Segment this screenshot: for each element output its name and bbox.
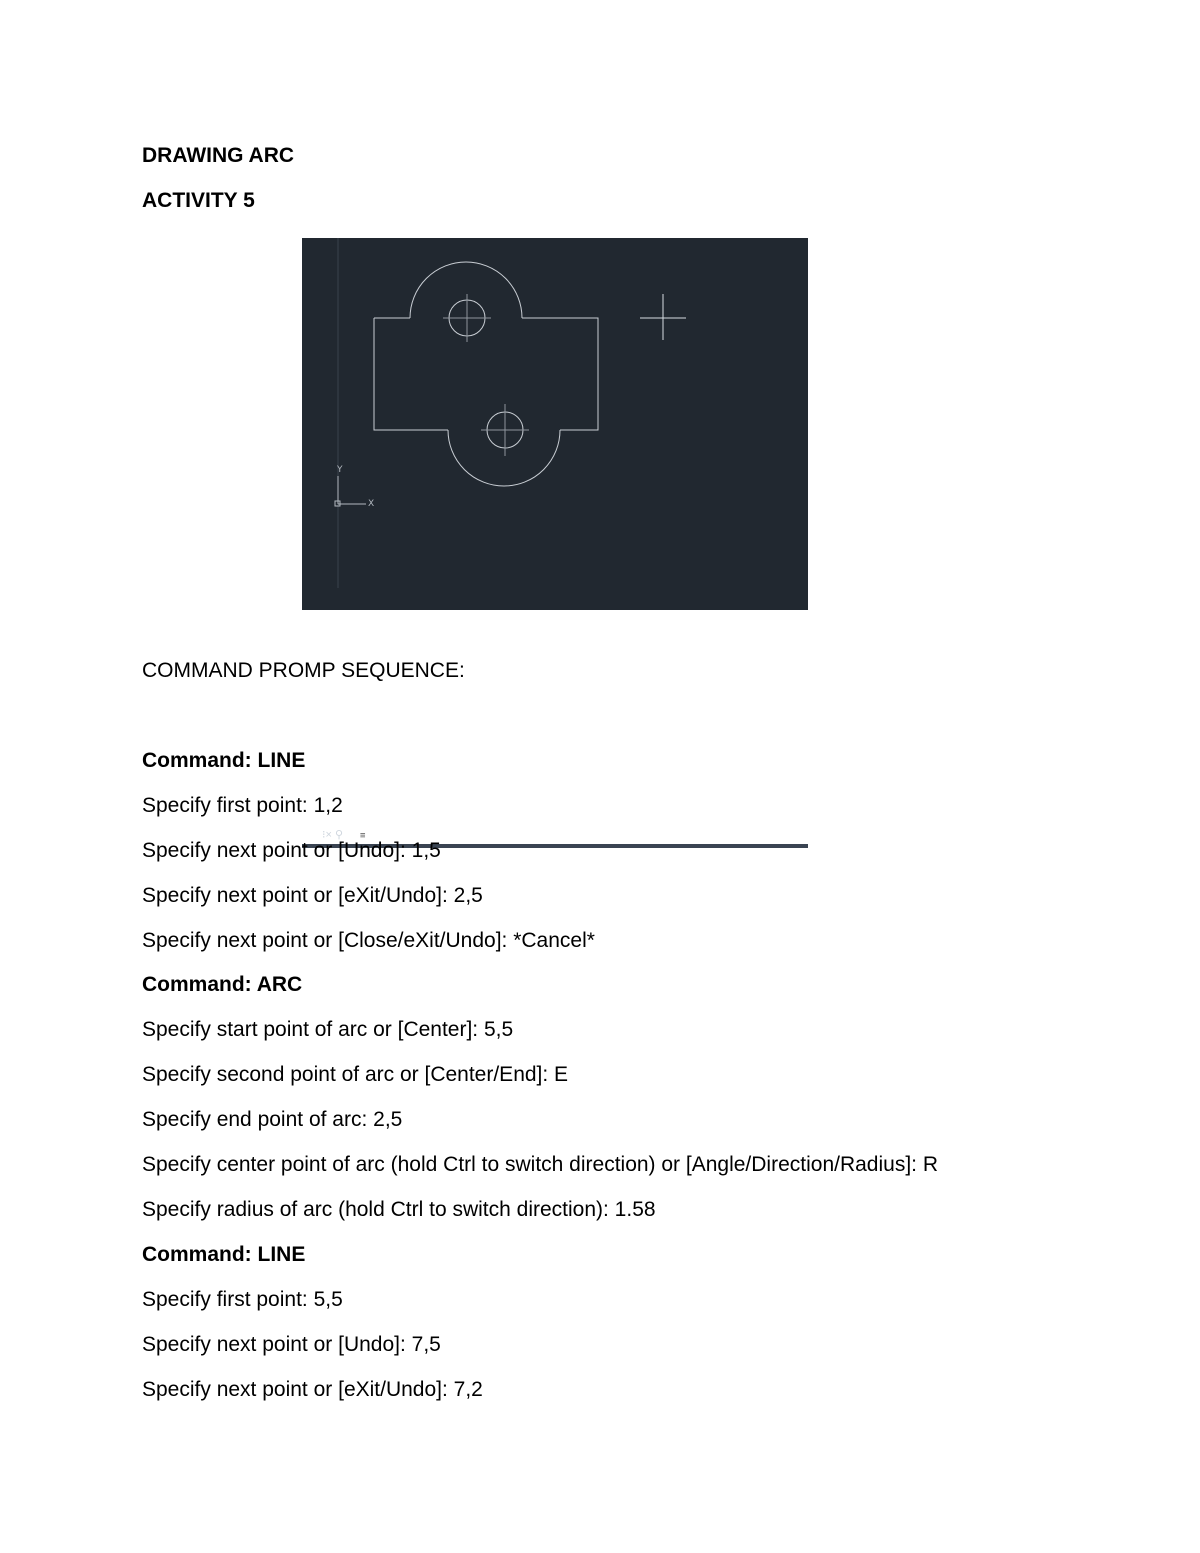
center-marks — [443, 294, 529, 456]
right-profile-lines — [522, 318, 598, 430]
ucs-y-label: Y — [337, 465, 343, 475]
command-line-15: Specify next point or [eXit/Undo]: 7,2 — [142, 1378, 483, 1401]
command-line-14: Specify next point or [Undo]: 7,5 — [142, 1333, 441, 1356]
drawn-profile — [374, 262, 598, 486]
command-line-1: Command: LINE — [142, 749, 306, 772]
grip-icon[interactable]: ⁝ — [322, 829, 326, 841]
wrench-icon[interactable]: ⚲ — [335, 829, 344, 841]
command-line-11: Specify radius of arc (hold Ctrl to switch direction): 1.58 — [142, 1198, 656, 1221]
command-line-4: Specify next point or [eXit/Undo]: 2,5 — [142, 884, 483, 907]
command-line-10: Specify center point of arc (hold Ctrl to switch direction) or [Angle/Direction/Radius]: R — [142, 1153, 939, 1176]
command-line-12: Command: LINE — [142, 1243, 306, 1266]
command-line-8: Specify second point of arc or [Center/End]: E — [142, 1063, 569, 1086]
command-line-9: Specify end point of arc: 2,5 — [142, 1108, 403, 1131]
command-line-2: Specify first point: 1,2 — [142, 794, 343, 817]
left-profile-lines — [374, 318, 448, 430]
close-icon[interactable]: × — [325, 829, 332, 841]
ucs-axis-icon — [335, 476, 366, 506]
bottom-arc — [448, 430, 560, 486]
activity-label: ACTIVITY 5 — [142, 189, 255, 212]
document-title: DRAWING ARC — [142, 144, 295, 167]
command-sequence-heading: COMMAND PROMP SEQUENCE: — [142, 659, 465, 682]
crosshair-cursor-icon — [640, 294, 686, 340]
command-line-7: Specify start point of arc or [Center]: 5,5 — [142, 1018, 514, 1041]
top-arc — [410, 262, 522, 318]
cad-drawing-canvas — [302, 238, 808, 610]
command-line-3: Specify next point or [Undo]: 1,5 — [142, 839, 441, 862]
command-line-6: Command: ARC — [142, 973, 303, 996]
command-line-5: Specify next point or [Close/eXit/Undo]: *Cancel* — [142, 929, 595, 952]
ucs-x-label: X — [368, 499, 375, 509]
command-line-13: Specify first point: 5,5 — [142, 1288, 343, 1311]
